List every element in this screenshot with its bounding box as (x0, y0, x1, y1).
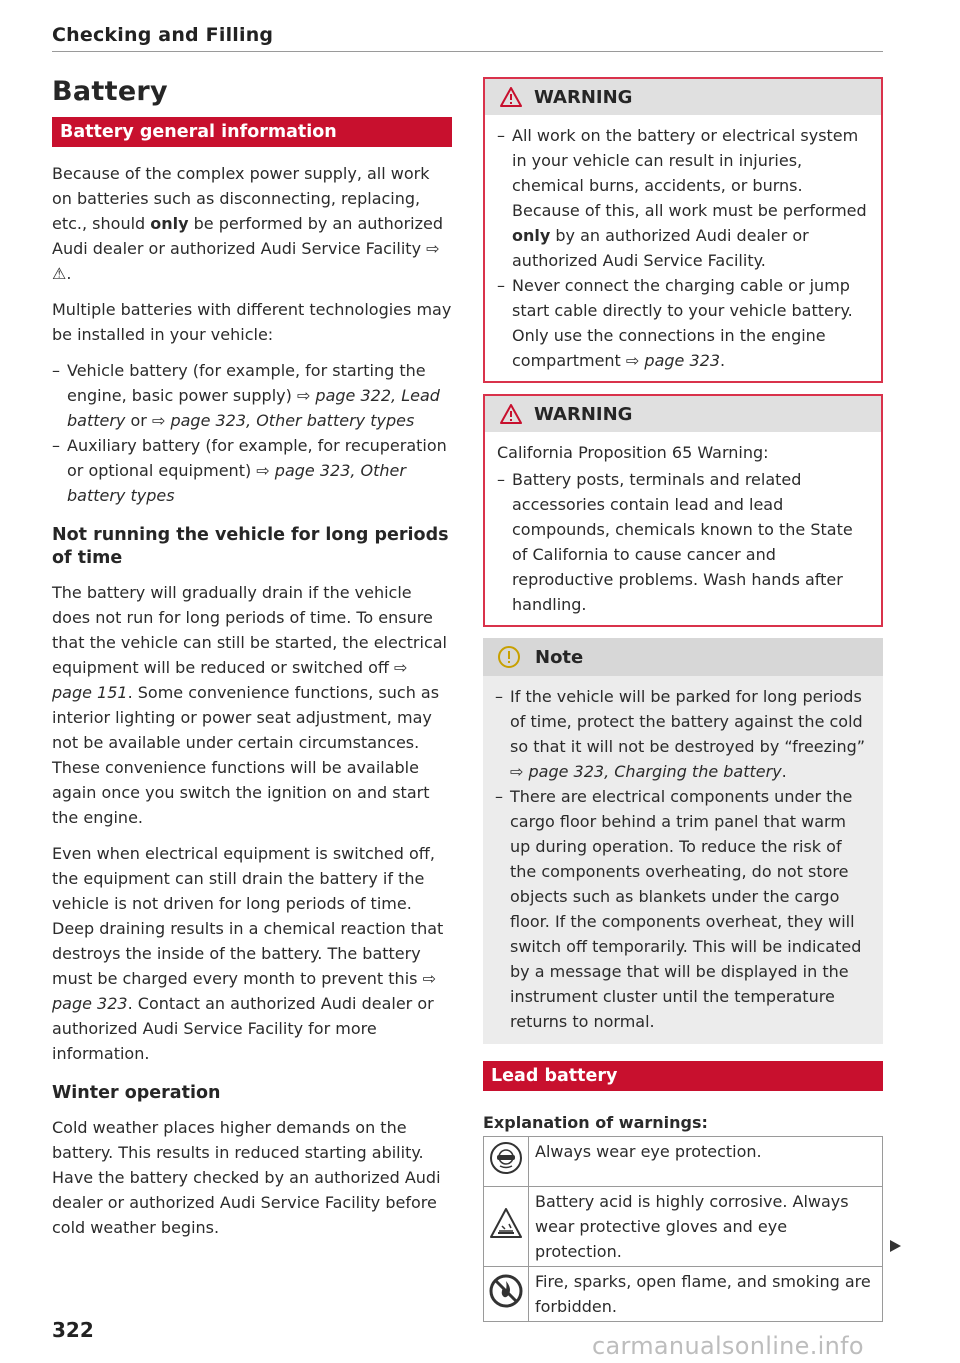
list-item: – All work on the battery or electrical system in your vehicle can result in injuries, chemical burns, accidents, or burns. Because of this, all work must be performed only by an authorized Audi dealer or authorized Audi Service Facility. (497, 123, 869, 273)
drain-paragraph: The battery will gradually drain if the vehicle does not run for long periods of time. To ensure that the vehicle can still be started, the electrical equipment will be reduced or switched off ⇨ page 151. Some convenience functions, such as interior lighting or power seat adjustment, may not be available under certain circumstances. These convenience functions will be available again once you switch the ignition on and start the engine. (52, 583, 447, 827)
symbol-description: Battery acid is highly corrosive. Always wear protective gloves and eye protection. (529, 1187, 883, 1267)
warning-label: WARNING (534, 403, 633, 425)
page-number: 322 (52, 1318, 94, 1342)
subheading-winter: Winter operation (52, 1083, 221, 1103)
intro-paragraph: Because of the complex power supply, all work on batteries such as disconnecting, replacing, etc., should only be performed by an authorized Audi dealer or authorized Audi Service Facility ⇨ ⚠. (52, 164, 444, 283)
page-title: Battery (52, 76, 168, 107)
warning-label: WARNING (534, 86, 633, 108)
page-reference-link[interactable]: ⇨ page 323, Charging the battery (510, 762, 782, 781)
corrosive-warning-icon (489, 1207, 523, 1239)
list-item: – Battery posts, terminals and related accessories contain lead and lead compounds, chemicals known to the State of California to cause cancer and reproductive problems. Wash hands after handling. (497, 467, 869, 617)
multiple-batteries-paragraph: Multiple batteries with different technologies may be installed in your vehicle: (52, 300, 452, 344)
warning-list (497, 123, 869, 373)
prop65-intro: California Proposition 65 Warning: (497, 443, 769, 462)
no-fire-icon (488, 1273, 524, 1309)
note-icon (497, 645, 521, 669)
list-item: – If the vehicle will be parked for long periods of time, protect the battery against the cold so that it will not be destroyed by “freezing” ⇨ page 323, Charging the battery. (495, 684, 871, 784)
note-label: Note (535, 646, 584, 668)
warning-box-prop65 (483, 394, 883, 627)
right-column (483, 77, 883, 1322)
warning-symbols-table (483, 1136, 883, 1322)
battery-types-list (52, 358, 452, 508)
table-row (484, 1137, 883, 1187)
list-item: – There are electrical components under the cargo floor behind a trim panel that warm up during operation. To reduce the risk of the components overheating, do not store objects such as blankets under the cargo floor. If the components overheat, they will switch off temporarily. This will be indicated by a message that will be displayed in the instrument cluster until the temperature returns to normal. (495, 784, 871, 1034)
symbol-description: Fire, sparks, open flame, and smoking are forbidden. (529, 1267, 883, 1322)
section-heading-lead-battery: Lead battery (483, 1061, 883, 1091)
table-row (484, 1267, 883, 1322)
continue-arrow-icon (888, 1239, 902, 1253)
warnings-explanation-title: Explanation of warnings: (483, 1113, 708, 1132)
warning-header (485, 79, 881, 115)
warning-triangle-icon (500, 404, 522, 424)
symbol-description: Always wear eye protection. (529, 1137, 883, 1187)
warning-box-battery-work (483, 77, 883, 383)
list-item: – Never connect the charging cable or jump start cable directly to your vehicle battery. Only use the connections in the engine compartment ⇨ page 323. (497, 273, 869, 373)
eye-protection-icon (489, 1141, 523, 1175)
header-rule (52, 51, 883, 52)
page-reference-link[interactable]: ⇨ page 323, Other battery types (67, 461, 406, 505)
watermark: carmanualsonline.info (592, 1332, 864, 1360)
winter-paragraph: Cold weather places higher demands on the battery. This results in reduced starting ability. Have the battery checked by an authorized Audi dealer or authorized Audi Service Facility before cold weather begins. (52, 1118, 441, 1237)
page-reference-link[interactable]: ⇨ page 323 (625, 351, 720, 370)
warning-list (497, 467, 869, 617)
warning-triangle-icon (500, 87, 522, 107)
warning-header (485, 396, 881, 432)
left-column (52, 70, 452, 1251)
deep-drain-paragraph: Even when electrical equipment is switched off, the equipment can still drain the battery if the vehicle is not driven for long periods of time. Deep draining results in a chemical reaction that destroys the inside of the battery. The battery must be charged every month to prevent this ⇨ page 323. Contact an authorized Audi dealer or authorized Audi Service Facility for more information. (52, 844, 444, 1063)
section-heading-general: Battery general information (52, 117, 452, 147)
page-reference-link[interactable]: ⇨ page 322, Lead battery (67, 386, 440, 430)
subheading-long-periods: Not running the vehicle for long periods of time (52, 525, 449, 568)
page-reference-link[interactable]: ⇨ page 151 (52, 658, 408, 702)
list-item: – Auxiliary battery (for example, for recuperation or optional equipment) ⇨ page 323, Other battery types (52, 433, 452, 508)
note-box (483, 638, 883, 1044)
note-list (495, 684, 871, 1034)
table-row (484, 1187, 883, 1267)
note-header (483, 638, 883, 676)
page-reference-link[interactable]: ⇨ page 323 (52, 969, 436, 1013)
page-reference-link[interactable]: ⇨ page 323, Other battery types (151, 411, 415, 430)
running-header: Checking and Filling (52, 24, 274, 46)
list-item: – Vehicle battery (for example, for starting the engine, basic power supply) ⇨ page 322, Lead battery or ⇨ page 323, Other battery types (52, 358, 452, 433)
